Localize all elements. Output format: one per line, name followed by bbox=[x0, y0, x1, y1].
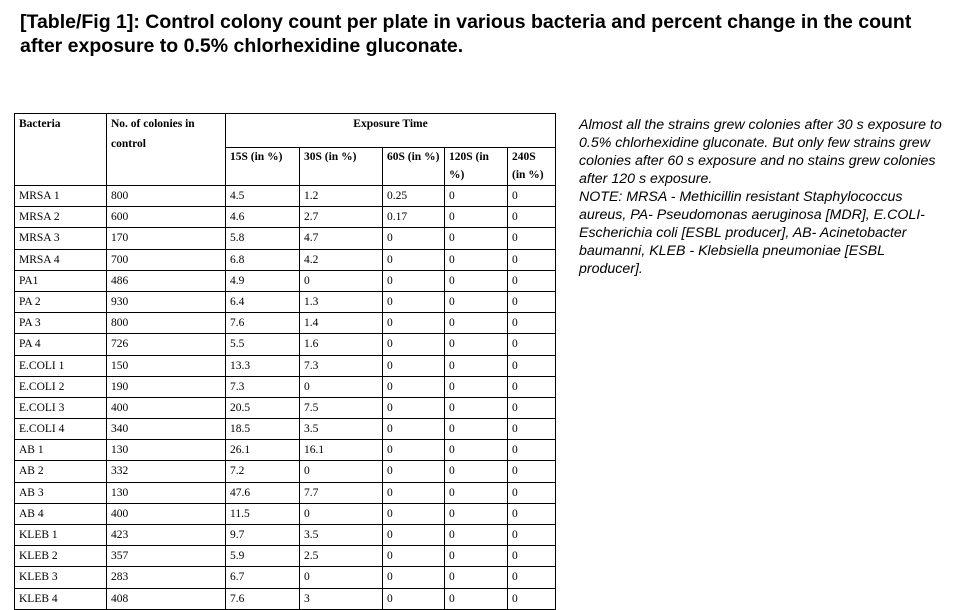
cell-bacteria: AB 4 bbox=[15, 503, 107, 524]
cell-pct-60s: 0 bbox=[383, 440, 445, 461]
cell-bacteria: MRSA 1 bbox=[15, 186, 107, 207]
cell-control-count: 190 bbox=[107, 376, 226, 397]
cell-pct-60s: 0 bbox=[383, 525, 445, 546]
table-row bbox=[15, 567, 556, 588]
cell-pct-240s: 0 bbox=[508, 228, 556, 249]
cell-pct-15s: 11.5 bbox=[226, 503, 300, 524]
notes-summary: Almost all the strains grew colonies after 30 s exposure to 0.5% chlorhexidine gluconate. But only few strains grew colonies after 60 s exposure and no stains grew colonies after 120 s exposure. bbox=[579, 117, 942, 187]
cell-pct-30s: 2.7 bbox=[300, 207, 383, 228]
cell-bacteria: KLEB 4 bbox=[15, 588, 107, 609]
cell-bacteria: AB 2 bbox=[15, 461, 107, 482]
cell-pct-240s: 0 bbox=[508, 291, 556, 312]
cell-pct-15s: 6.8 bbox=[226, 249, 300, 270]
cell-pct-30s: 7.3 bbox=[300, 355, 383, 376]
cell-bacteria: E.COLI 4 bbox=[15, 419, 107, 440]
cell-bacteria: KLEB 1 bbox=[15, 525, 107, 546]
cell-pct-60s: 0.17 bbox=[383, 207, 445, 228]
cell-control-count: 332 bbox=[107, 461, 226, 482]
cell-pct-120s: 0 bbox=[445, 249, 508, 270]
cell-pct-30s: 1.6 bbox=[300, 334, 383, 355]
table-body bbox=[15, 186, 556, 610]
cell-pct-15s: 26.1 bbox=[226, 440, 300, 461]
cell-pct-30s: 1.2 bbox=[300, 186, 383, 207]
header-control-colonies: No. of colonies in control bbox=[107, 114, 226, 186]
table-row bbox=[15, 546, 556, 567]
cell-pct-240s: 0 bbox=[508, 503, 556, 524]
cell-pct-60s: 0 bbox=[383, 461, 445, 482]
table-row bbox=[15, 270, 556, 291]
cell-pct-60s: 0 bbox=[383, 419, 445, 440]
cell-pct-15s: 5.8 bbox=[226, 228, 300, 249]
cell-pct-30s: 1.3 bbox=[300, 291, 383, 312]
cell-bacteria: PA 4 bbox=[15, 334, 107, 355]
cell-pct-240s: 0 bbox=[508, 207, 556, 228]
table-row bbox=[15, 355, 556, 376]
cell-pct-120s: 0 bbox=[445, 228, 508, 249]
table-row bbox=[15, 334, 556, 355]
notes-abbreviations: NOTE: MRSA - Methicillin resistant Staphylococcus aureus, PA- Pseudomonas aeruginosa [MDR], E.COLI- Escherichia coli [ESBL producer], AB- Acinetobacter baumanni, KLEB - Klebsiella pneumoniae [ESBL producer]. bbox=[579, 189, 925, 277]
cell-pct-15s: 9.7 bbox=[226, 525, 300, 546]
cell-pct-30s: 4.2 bbox=[300, 249, 383, 270]
figure-title: [Table/Fig 1]: Control colony count per plate in various bacteria and percent change in the count after exposure to 0.5% chlorhexidine gluconate. bbox=[20, 11, 912, 57]
cell-pct-120s: 0 bbox=[445, 376, 508, 397]
cell-pct-240s: 0 bbox=[508, 419, 556, 440]
cell-pct-120s: 0 bbox=[445, 525, 508, 546]
cell-pct-240s: 0 bbox=[508, 567, 556, 588]
cell-pct-30s: 0 bbox=[300, 270, 383, 291]
cell-control-count: 600 bbox=[107, 207, 226, 228]
cell-pct-15s: 7.2 bbox=[226, 461, 300, 482]
cell-pct-15s: 6.4 bbox=[226, 291, 300, 312]
cell-pct-15s: 47.6 bbox=[226, 482, 300, 503]
table-row bbox=[15, 186, 556, 207]
cell-pct-120s: 0 bbox=[445, 588, 508, 609]
cell-pct-120s: 0 bbox=[445, 461, 508, 482]
cell-pct-15s: 20.5 bbox=[226, 397, 300, 418]
cell-pct-240s: 0 bbox=[508, 313, 556, 334]
cell-control-count: 130 bbox=[107, 440, 226, 461]
cell-pct-120s: 0 bbox=[445, 482, 508, 503]
cell-pct-240s: 0 bbox=[508, 355, 556, 376]
cell-pct-60s: 0 bbox=[383, 249, 445, 270]
cell-control-count: 800 bbox=[107, 186, 226, 207]
cell-pct-30s: 2.5 bbox=[300, 546, 383, 567]
table-row bbox=[15, 397, 556, 418]
cell-pct-60s: 0 bbox=[383, 503, 445, 524]
cell-pct-120s: 0 bbox=[445, 207, 508, 228]
cell-control-count: 357 bbox=[107, 546, 226, 567]
cell-pct-240s: 0 bbox=[508, 546, 556, 567]
header-60s: 60S (in %) bbox=[383, 148, 445, 186]
table-row bbox=[15, 525, 556, 546]
cell-pct-240s: 0 bbox=[508, 270, 556, 291]
cell-pct-60s: 0 bbox=[383, 397, 445, 418]
cell-bacteria: AB 3 bbox=[15, 482, 107, 503]
cell-bacteria: E.COLI 3 bbox=[15, 397, 107, 418]
cell-pct-60s: 0 bbox=[383, 567, 445, 588]
cell-pct-240s: 0 bbox=[508, 588, 556, 609]
table-row bbox=[15, 503, 556, 524]
cell-pct-15s: 5.9 bbox=[226, 546, 300, 567]
colony-count-table bbox=[14, 113, 556, 610]
cell-pct-120s: 0 bbox=[445, 440, 508, 461]
cell-pct-30s: 16.1 bbox=[300, 440, 383, 461]
table-row bbox=[15, 228, 556, 249]
cell-pct-60s: 0 bbox=[383, 291, 445, 312]
table-row bbox=[15, 588, 556, 609]
cell-bacteria: AB 1 bbox=[15, 440, 107, 461]
cell-pct-120s: 0 bbox=[445, 355, 508, 376]
cell-pct-60s: 0 bbox=[383, 546, 445, 567]
cell-pct-240s: 0 bbox=[508, 525, 556, 546]
header-120s: 120S (in %) bbox=[445, 148, 508, 186]
cell-control-count: 726 bbox=[107, 334, 226, 355]
cell-control-count: 340 bbox=[107, 419, 226, 440]
cell-control-count: 400 bbox=[107, 503, 226, 524]
cell-pct-30s: 1.4 bbox=[300, 313, 383, 334]
cell-pct-30s: 3.5 bbox=[300, 419, 383, 440]
cell-pct-30s: 3.5 bbox=[300, 525, 383, 546]
cell-pct-30s: 0 bbox=[300, 503, 383, 524]
cell-pct-120s: 0 bbox=[445, 291, 508, 312]
cell-pct-30s: 4.7 bbox=[300, 228, 383, 249]
cell-pct-120s: 0 bbox=[445, 397, 508, 418]
cell-pct-30s: 0 bbox=[300, 376, 383, 397]
cell-pct-30s: 7.5 bbox=[300, 397, 383, 418]
cell-pct-240s: 0 bbox=[508, 376, 556, 397]
cell-pct-120s: 0 bbox=[445, 546, 508, 567]
cell-pct-60s: 0 bbox=[383, 228, 445, 249]
cell-pct-30s: 0 bbox=[300, 567, 383, 588]
cell-pct-15s: 4.9 bbox=[226, 270, 300, 291]
cell-pct-15s: 18.5 bbox=[226, 419, 300, 440]
cell-pct-60s: 0.25 bbox=[383, 186, 445, 207]
cell-pct-60s: 0 bbox=[383, 482, 445, 503]
cell-pct-15s: 4.6 bbox=[226, 207, 300, 228]
cell-pct-15s: 7.6 bbox=[226, 313, 300, 334]
cell-bacteria: MRSA 3 bbox=[15, 228, 107, 249]
cell-pct-60s: 0 bbox=[383, 355, 445, 376]
cell-pct-120s: 0 bbox=[445, 313, 508, 334]
cell-bacteria: MRSA 4 bbox=[15, 249, 107, 270]
cell-control-count: 150 bbox=[107, 355, 226, 376]
header-exposure-time: Exposure Time bbox=[226, 114, 556, 148]
table-row bbox=[15, 461, 556, 482]
cell-bacteria: E.COLI 2 bbox=[15, 376, 107, 397]
cell-control-count: 408 bbox=[107, 588, 226, 609]
table-row bbox=[15, 313, 556, 334]
cell-bacteria: KLEB 2 bbox=[15, 546, 107, 567]
notes-panel bbox=[579, 116, 951, 278]
cell-pct-240s: 0 bbox=[508, 440, 556, 461]
cell-pct-30s: 3 bbox=[300, 588, 383, 609]
cell-pct-120s: 0 bbox=[445, 186, 508, 207]
table-row bbox=[15, 249, 556, 270]
cell-pct-120s: 0 bbox=[445, 567, 508, 588]
cell-pct-30s: 0 bbox=[300, 461, 383, 482]
table-row bbox=[15, 419, 556, 440]
cell-pct-120s: 0 bbox=[445, 419, 508, 440]
cell-pct-15s: 6.7 bbox=[226, 567, 300, 588]
cell-control-count: 130 bbox=[107, 482, 226, 503]
cell-bacteria: KLEB 3 bbox=[15, 567, 107, 588]
cell-control-count: 423 bbox=[107, 525, 226, 546]
cell-control-count: 700 bbox=[107, 249, 226, 270]
cell-pct-60s: 0 bbox=[383, 588, 445, 609]
cell-control-count: 930 bbox=[107, 291, 226, 312]
cell-bacteria: PA 3 bbox=[15, 313, 107, 334]
cell-pct-240s: 0 bbox=[508, 482, 556, 503]
table-row bbox=[15, 482, 556, 503]
cell-pct-240s: 0 bbox=[508, 186, 556, 207]
cell-pct-15s: 5.5 bbox=[226, 334, 300, 355]
cell-bacteria: MRSA 2 bbox=[15, 207, 107, 228]
cell-bacteria: E.COLI 1 bbox=[15, 355, 107, 376]
cell-pct-120s: 0 bbox=[445, 270, 508, 291]
table-row bbox=[15, 440, 556, 461]
cell-pct-15s: 7.6 bbox=[226, 588, 300, 609]
cell-control-count: 283 bbox=[107, 567, 226, 588]
cell-pct-240s: 0 bbox=[508, 397, 556, 418]
table-row bbox=[15, 207, 556, 228]
cell-pct-60s: 0 bbox=[383, 270, 445, 291]
cell-pct-15s: 7.3 bbox=[226, 376, 300, 397]
header-240s: 240S (in %) bbox=[508, 148, 556, 186]
cell-pct-240s: 0 bbox=[508, 334, 556, 355]
cell-control-count: 800 bbox=[107, 313, 226, 334]
cell-control-count: 400 bbox=[107, 397, 226, 418]
cell-pct-120s: 0 bbox=[445, 503, 508, 524]
table-row bbox=[15, 376, 556, 397]
header-15s: 15S (in %) bbox=[226, 148, 300, 186]
cell-pct-240s: 0 bbox=[508, 461, 556, 482]
header-bacteria: Bacteria bbox=[15, 114, 107, 186]
cell-pct-60s: 0 bbox=[383, 376, 445, 397]
cell-control-count: 486 bbox=[107, 270, 226, 291]
cell-pct-60s: 0 bbox=[383, 313, 445, 334]
header-30s: 30S (in %) bbox=[300, 148, 383, 186]
cell-pct-240s: 0 bbox=[508, 249, 556, 270]
table-row bbox=[15, 291, 556, 312]
cell-pct-15s: 4.5 bbox=[226, 186, 300, 207]
cell-pct-15s: 13.3 bbox=[226, 355, 300, 376]
cell-bacteria: PA1 bbox=[15, 270, 107, 291]
cell-pct-60s: 0 bbox=[383, 334, 445, 355]
cell-control-count: 170 bbox=[107, 228, 226, 249]
cell-pct-30s: 7.7 bbox=[300, 482, 383, 503]
cell-pct-120s: 0 bbox=[445, 334, 508, 355]
cell-bacteria: PA 2 bbox=[15, 291, 107, 312]
